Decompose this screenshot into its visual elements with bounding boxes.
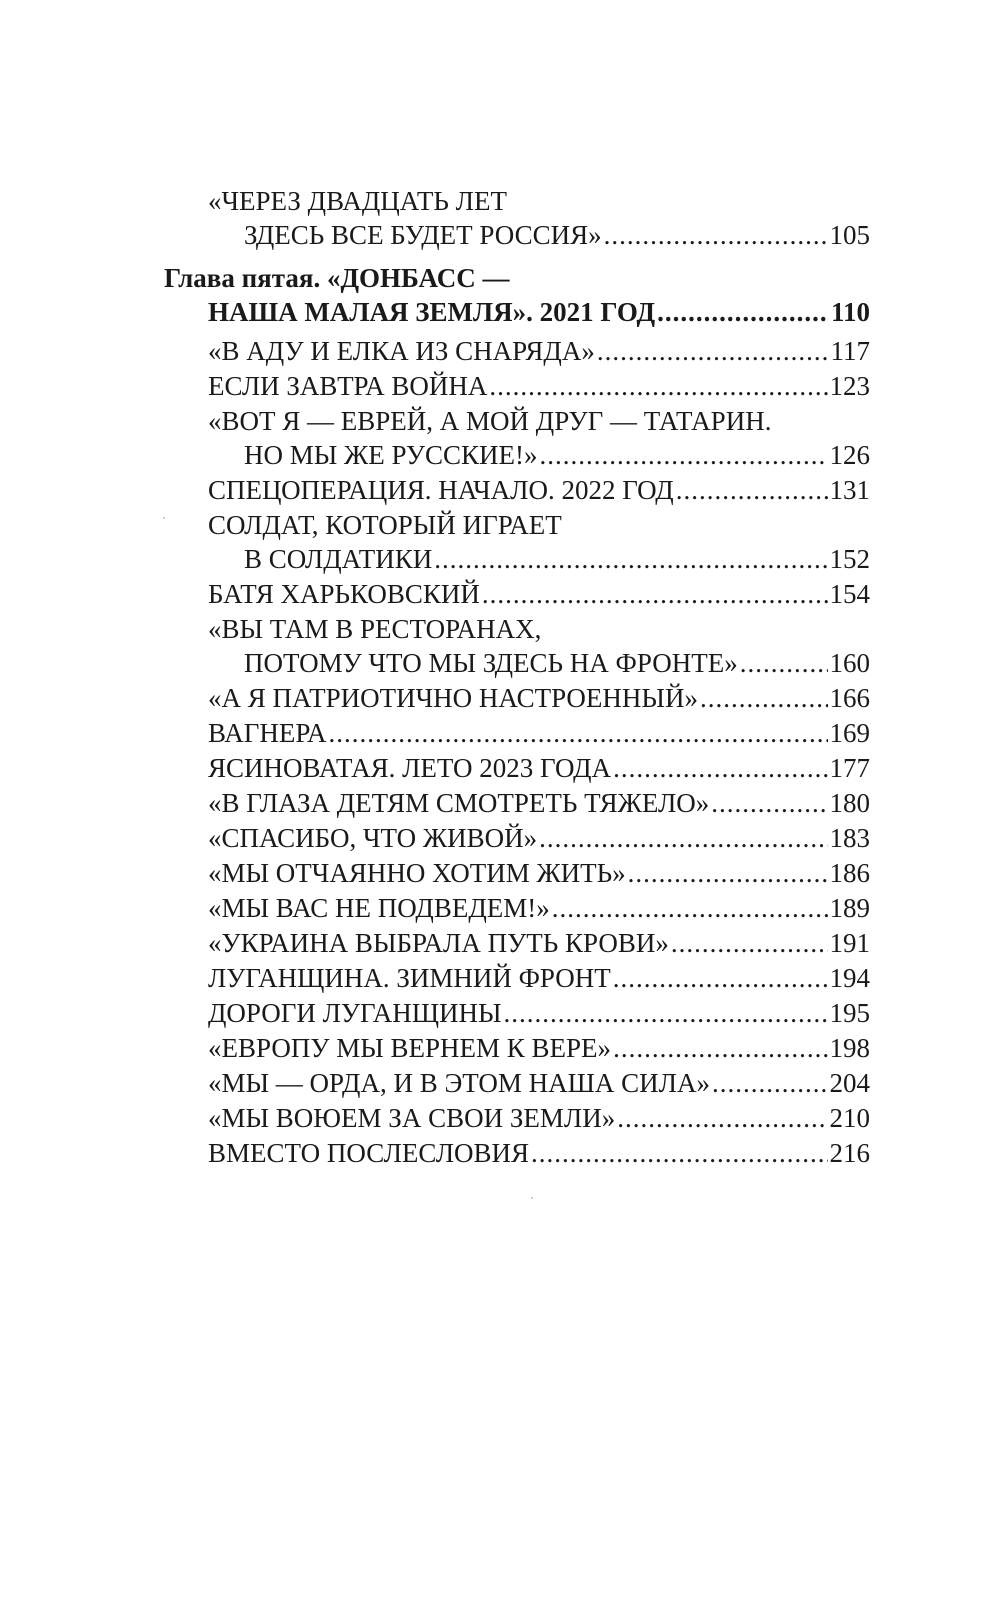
toc-entry-leader-row — [208, 996, 870, 1030]
toc-entry-title-line: НАША МАЛАЯ ЗЕМЛЯ». 2021 ГОД — [208, 297, 656, 327]
toc-entry — [164, 751, 870, 785]
toc-page-number: 152 — [829, 544, 870, 574]
toc-entry-leader-row — [208, 681, 870, 715]
toc-entry-title-line: «ВОТ Я — ЕВРЕЙ, А МОЙ ДРУГ — ТАТАРИН. — [208, 406, 772, 436]
toc-entry-title-line: «ЕВРОПУ МЫ ВЕРНЕМ К ВЕРЕ» — [208, 1033, 612, 1063]
dot-leader — [539, 438, 827, 472]
toc-entry-title-line: «МЫ ВАС НЕ ПОДВЕДЕМ!» — [208, 893, 550, 923]
dot-leader — [434, 542, 827, 576]
toc-page-number: 117 — [830, 336, 870, 366]
toc-entry-leader-row — [208, 473, 870, 507]
toc-entry-title-line: «СПАСИБО, ЧТО ЖИВОЙ» — [208, 823, 538, 853]
toc-entry-leader-row — [208, 542, 870, 576]
toc-entry — [164, 1136, 870, 1170]
toc-entry-leader-row — [208, 751, 870, 785]
dot-leader — [711, 786, 827, 820]
toc-entry — [164, 891, 870, 925]
toc-entry-leader-row — [208, 646, 870, 680]
toc-entry-leader-row — [208, 1136, 870, 1170]
toc-entry — [164, 577, 870, 611]
dot-leader — [676, 473, 828, 507]
toc-entry — [164, 996, 870, 1030]
toc-entry-leader-row — [208, 891, 870, 925]
toc-page-number: 189 — [829, 893, 870, 923]
dot-leader — [597, 334, 829, 368]
dot-leader — [504, 996, 828, 1030]
toc-page-number: 216 — [829, 1138, 870, 1168]
toc-entry-leader-row — [208, 1101, 870, 1135]
toc-entry-leader-row — [208, 961, 870, 995]
dot-leader — [552, 891, 828, 925]
toc-entry-title-line: Глава пятая. «ДОНБАСС — — [164, 263, 510, 293]
toc-entry — [164, 184, 870, 252]
toc-page-number: 177 — [829, 753, 870, 783]
toc-entry-title-line: «А Я ПАТРИОТИЧНО НАСТРОЕННЫЙ» — [208, 683, 698, 713]
toc-page-number: 131 — [829, 475, 870, 505]
toc-entry — [164, 1066, 870, 1100]
dot-leader — [482, 577, 828, 611]
toc-entry-leader-row — [208, 438, 870, 472]
toc-page-number: 166 — [829, 683, 870, 713]
toc-page-number: 160 — [829, 648, 870, 678]
toc-entry-title-line: «УКРАИНА ВЫБРАЛА ПУТЬ КРОВИ» — [208, 928, 669, 958]
dot-leader — [740, 646, 828, 680]
toc-entry-title-line: ЕСЛИ ЗАВТРА ВОЙНА — [208, 371, 488, 401]
toc-entry — [164, 681, 870, 715]
toc-entry-title-line: «МЫ ВОЮЕМ ЗА СВОИ ЗЕМЛИ» — [208, 1103, 616, 1133]
toc-entry-title-line: ДОРОГИ ЛУГАНЩИНЫ — [208, 998, 502, 1028]
toc-page-number: 110 — [830, 297, 870, 327]
toc-page-number: 195 — [829, 998, 870, 1028]
dot-leader — [671, 926, 828, 960]
toc-entry — [164, 473, 870, 507]
toc-entry — [164, 961, 870, 995]
toc-entry-leader-row — [208, 786, 870, 820]
toc-entry — [164, 926, 870, 960]
dot-leader — [712, 1066, 828, 1100]
dot-leader — [531, 1136, 827, 1170]
toc-page-number: 154 — [829, 579, 870, 609]
toc-entry-title-line: НО МЫ ЖЕ РУССКИЕ!» — [244, 440, 538, 470]
dot-leader — [617, 1101, 827, 1135]
paper-speck — [531, 1197, 533, 1199]
toc-chapter-entry — [164, 261, 870, 329]
dot-leader — [613, 961, 828, 995]
toc-page-number: 123 — [829, 371, 870, 401]
toc-entry-leader-row — [208, 218, 870, 252]
toc-entry — [164, 612, 870, 680]
toc-entry-leader-row — [208, 369, 870, 403]
toc-entry — [164, 334, 870, 368]
toc-entry-leader-row — [208, 716, 870, 750]
toc-entry — [164, 369, 870, 403]
toc-entry-title-line: «ЧЕРЕЗ ДВАДЦАТЬ ЛЕТ — [208, 186, 507, 216]
dot-leader — [628, 856, 828, 890]
toc-entry — [164, 1031, 870, 1065]
dot-leader — [328, 716, 827, 750]
toc-entry-leader-row — [164, 295, 870, 329]
toc-entry — [164, 1101, 870, 1135]
toc-entry-title-line: В СОЛДАТИКИ — [244, 544, 433, 574]
toc-entry-leader-row — [208, 334, 870, 368]
dot-leader — [489, 369, 827, 403]
toc-entry — [164, 508, 870, 576]
dot-leader — [613, 1031, 827, 1065]
toc-entry — [164, 856, 870, 890]
toc-page-number: 183 — [829, 823, 870, 853]
toc-entry-title-line: «В АДУ И ЕЛКА ИЗ СНАРЯДА» — [208, 336, 595, 366]
toc-entry-title-line: ПОТОМУ ЧТО МЫ ЗДЕСЬ НА ФРОНТЕ» — [244, 648, 738, 678]
toc-entry-leader-row — [208, 1031, 870, 1065]
toc-entry-title-line: ВАГНЕРА — [208, 718, 327, 748]
toc-entry-title-line: СОЛДАТ, КОТОРЫЙ ИГРАЕТ — [208, 510, 562, 540]
toc-entry-title-line: «МЫ ОТЧАЯННО ХОТИМ ЖИТЬ» — [208, 858, 626, 888]
toc-entry-title-line: БАТЯ ХАРЬКОВСКИЙ — [208, 579, 480, 609]
toc-entry-title-line: ЯСИНОВАТАЯ. ЛЕТО 2023 ГОДА — [208, 753, 612, 783]
toc-entry-title-line: «ВЫ ТАМ В РЕСТОРАНАХ, — [208, 614, 542, 644]
toc-page-number: 169 — [829, 718, 870, 748]
toc-entry-leader-row — [208, 926, 870, 960]
toc-page-number: 180 — [829, 788, 870, 818]
toc-entry-leader-row — [208, 577, 870, 611]
dot-leader — [657, 295, 829, 329]
toc-entry-title-line: ЛУГАНЩИНА. ЗИМНИЙ ФРОНТ — [208, 963, 611, 993]
dot-leader — [604, 218, 828, 252]
toc-entry-leader-row — [208, 821, 870, 855]
toc-entry-leader-row — [208, 1066, 870, 1100]
toc-page-number: 191 — [829, 928, 870, 958]
dot-leader — [613, 751, 827, 785]
toc-entry-title-line: ВМЕСТО ПОСЛЕСЛОВИЯ — [208, 1138, 530, 1168]
toc-page-number: 186 — [829, 858, 870, 888]
toc-page-number: 126 — [829, 440, 870, 470]
toc-page-number: 210 — [829, 1103, 870, 1133]
dot-leader — [539, 821, 827, 855]
toc-entry — [164, 786, 870, 820]
toc-entry-title-line: «МЫ — ОРДА, И В ЭТОМ НАША СИЛА» — [208, 1068, 710, 1098]
toc-page-number: 198 — [829, 1033, 870, 1063]
dot-leader — [700, 681, 828, 715]
table-of-contents — [164, 184, 870, 1171]
toc-entry — [164, 716, 870, 750]
toc-page-number: 105 — [829, 220, 870, 250]
toc-entry — [164, 821, 870, 855]
toc-entry-title-line: ЗДЕСЬ ВСЕ БУДЕТ РОССИЯ» — [244, 220, 602, 250]
toc-page-number: 194 — [829, 963, 870, 993]
toc-entry — [164, 404, 870, 472]
toc-entry-title-line: «В ГЛАЗА ДЕТЯМ СМОТРЕТЬ ТЯЖЕЛО» — [208, 788, 710, 818]
toc-page-number: 204 — [829, 1068, 870, 1098]
paper-speck — [163, 517, 165, 519]
toc-entry-leader-row — [208, 856, 870, 890]
toc-entry-title-line: СПЕЦОПЕРАЦИЯ. НАЧАЛО. 2022 ГОД — [208, 475, 674, 505]
